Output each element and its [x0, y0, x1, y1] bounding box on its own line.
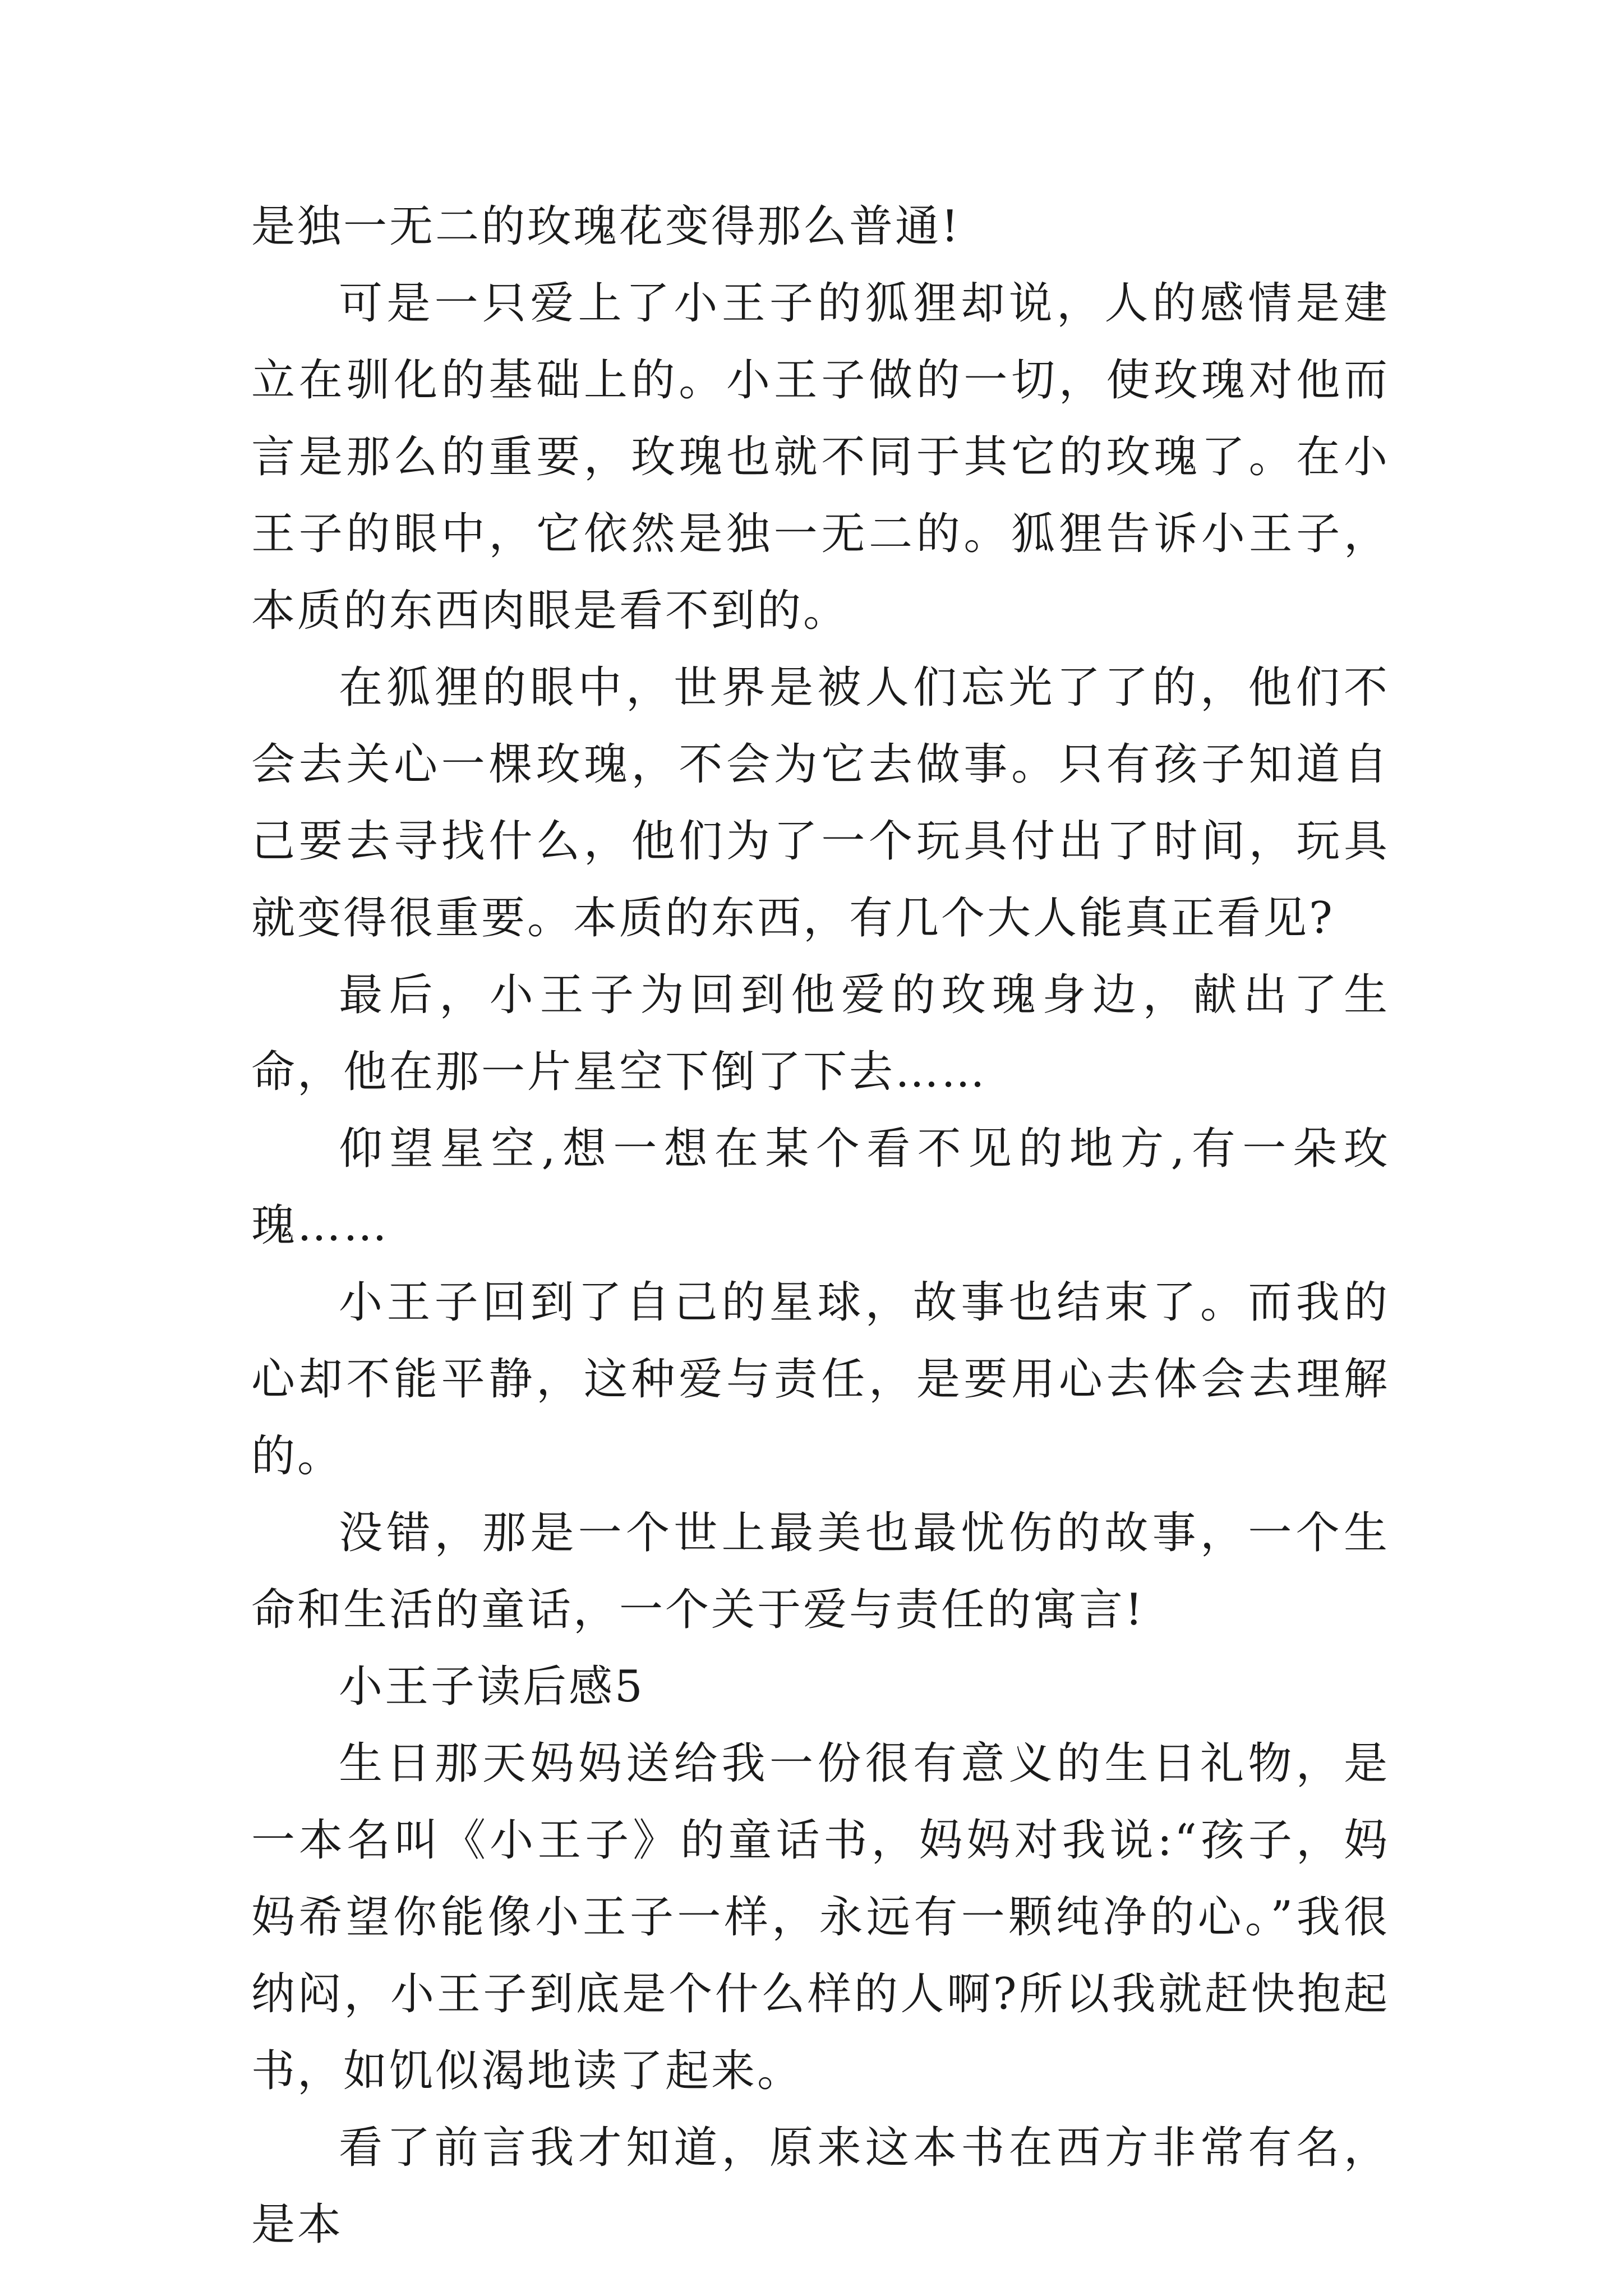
paragraph-continuation: 是独一无二的玫瑰花变得那么普通! — [251, 201, 961, 252]
paragraph-prince-sacrifice: 最后，小王子为回到他爱的玫瑰身边，献出了生命，他在那一片星空下倒了下去…… — [251, 970, 1390, 1097]
paragraph-starry-sky: 仰望星空,想一想在某个看不见的地方,有一朵玫瑰…… — [251, 1124, 1390, 1251]
paragraph-story-end: 小王子回到了自己的星球，故事也结束了。而我的心却不能平静，这种爱与责任，是要用心去体会去理解的。 — [251, 1277, 1390, 1481]
paragraph-preface: 看了前言我才知道，原来这本书在西方非常有名，是本 — [251, 2123, 1390, 2250]
paragraph-conclusion: 没错，那是一个世上最美也最忧伤的故事，一个生命和生活的童话，一个关于爱与责任的寓言! — [251, 1508, 1390, 1635]
paragraph-fox-domestication: 可是一只爱上了小王子的狐狸却说，人的感情是建立在驯化的基础上的。小王子做的一切，使玫瑰对他而言是那么的重要，玫瑰也就不同于其它的玫瑰了。在小王子的眼中，它依然是独一无二的。狐狸告诉小王子，本质的东西肉眼是看不到的。 — [251, 278, 1390, 636]
paragraph-birthday-gift: 生日那天妈妈送给我一份很有意义的生日礼物，是一本名叫《小王子》的童话书，妈妈对我说:“孩子，妈妈希望你能像小王子一样，永远有一颗纯净的心。”我很纳闷，小王子到底是个什么样的人啊?所以我就赶快抱起书，如饥似渴地读了起来。 — [251, 1738, 1390, 2096]
paragraph-fox-world: 在狐狸的眼中，世界是被人们忘光了了的，他们不会去关心一棵玫瑰，不会为它去做事。只有孩子知道自己要去寻找什么，他们为了一个玩具付出了时间，玩具就变得很重要。本质的东西，有几个大人能真正看见? — [251, 662, 1390, 944]
section-heading: 小王子读后感5 — [339, 1662, 645, 1712]
document-page — [251, 188, 1390, 2263]
